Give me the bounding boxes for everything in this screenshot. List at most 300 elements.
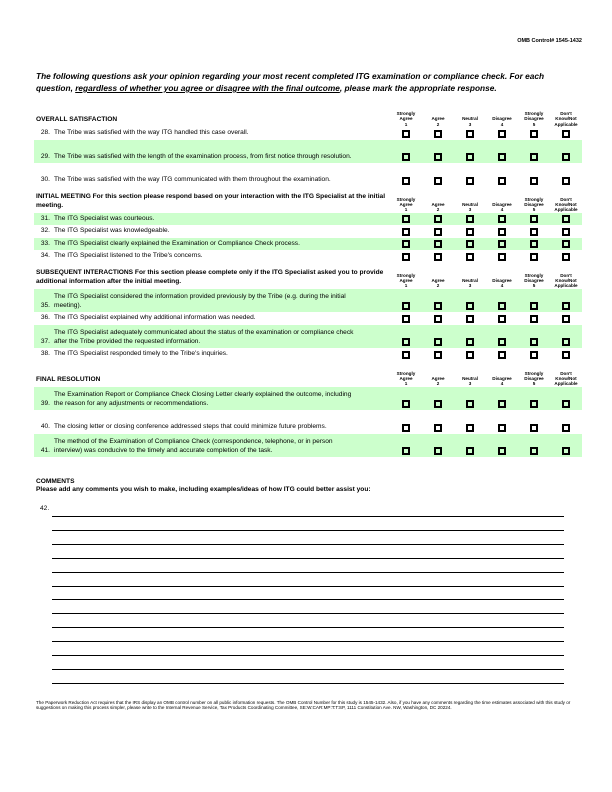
checkbox-square[interactable] xyxy=(466,447,474,455)
checkbox-square[interactable] xyxy=(402,130,410,138)
response-checkbox[interactable] xyxy=(550,130,582,138)
scale-label: Don't xyxy=(560,370,572,376)
comment-line[interactable] xyxy=(52,544,564,545)
scale-label: Don't xyxy=(560,196,572,202)
checkbox-square[interactable] xyxy=(498,302,506,310)
checkbox-square[interactable] xyxy=(402,400,410,408)
scale-header xyxy=(422,371,454,387)
checkbox-square[interactable] xyxy=(530,400,538,408)
question-row xyxy=(34,289,582,313)
checkbox-square[interactable] xyxy=(530,338,538,346)
response-checkbox[interactable] xyxy=(486,447,518,455)
checkbox-square[interactable] xyxy=(562,400,570,408)
scale-label: 1 xyxy=(404,381,408,387)
comment-line[interactable] xyxy=(52,586,564,587)
response-checkbox[interactable] xyxy=(486,338,518,346)
checkbox-square[interactable] xyxy=(562,253,570,261)
scale-label: Disagree xyxy=(524,277,544,283)
response-checkbox[interactable] xyxy=(390,400,422,408)
response-checkbox[interactable] xyxy=(550,215,582,223)
response-checkbox[interactable] xyxy=(550,177,582,185)
checkbox-square[interactable] xyxy=(562,338,570,346)
scale-header xyxy=(518,111,550,127)
response-checkbox[interactable] xyxy=(486,424,518,432)
scale-label: Don't xyxy=(560,111,572,117)
response-checkbox[interactable] xyxy=(422,215,454,223)
response-checkbox[interactable] xyxy=(518,447,550,455)
checkbox-square[interactable] xyxy=(466,424,474,432)
response-options xyxy=(390,177,582,185)
checkbox-square[interactable] xyxy=(466,130,474,138)
response-checkbox[interactable] xyxy=(390,228,422,236)
response-checkbox[interactable] xyxy=(518,338,550,346)
question-text: The Tribe was satisfied with the length of the examination process, from first notice through resolution. xyxy=(54,152,352,160)
scale-label: 5 xyxy=(532,283,536,289)
checkbox-square[interactable] xyxy=(466,240,474,248)
checkbox-square[interactable] xyxy=(466,338,474,346)
scale-header xyxy=(486,371,518,387)
checkbox-square[interactable] xyxy=(466,215,474,223)
response-checkbox[interactable] xyxy=(486,240,518,248)
scale-label: 4 xyxy=(500,381,504,387)
response-checkbox[interactable] xyxy=(454,351,486,359)
checkbox-square[interactable] xyxy=(434,400,442,408)
checkbox-square[interactable] xyxy=(562,302,570,310)
checkbox-square[interactable] xyxy=(466,302,474,310)
checkbox-square[interactable] xyxy=(434,240,442,248)
response-checkbox[interactable] xyxy=(390,338,422,346)
checkbox-square[interactable] xyxy=(498,130,506,138)
response-checkbox[interactable] xyxy=(486,153,518,161)
checkbox-square[interactable] xyxy=(402,424,410,432)
scale-label: Strongly xyxy=(396,272,416,278)
question-number: 33. xyxy=(40,239,50,247)
response-checkbox[interactable] xyxy=(518,424,550,432)
scale-label: Strongly xyxy=(396,196,416,202)
section-header xyxy=(34,189,582,213)
question-number: 31. xyxy=(40,214,50,222)
checkbox-square[interactable] xyxy=(562,130,570,138)
response-options xyxy=(390,228,582,236)
scale-headers xyxy=(390,273,582,289)
response-checkbox[interactable] xyxy=(390,424,422,432)
checkbox-square[interactable] xyxy=(530,228,538,236)
response-options xyxy=(390,240,582,248)
checkbox-square[interactable] xyxy=(562,153,570,161)
scale-label: Know/Not xyxy=(555,116,577,122)
response-checkbox[interactable] xyxy=(422,240,454,248)
scale-label: 1 xyxy=(404,283,408,289)
scale-label: 5 xyxy=(532,121,536,127)
response-checkbox[interactable] xyxy=(486,315,518,323)
response-checkbox[interactable] xyxy=(422,400,454,408)
comment-line[interactable] xyxy=(52,516,564,517)
response-checkbox[interactable] xyxy=(550,240,582,248)
checkbox-square[interactable] xyxy=(530,253,538,261)
section-header xyxy=(34,103,582,127)
response-checkbox[interactable] xyxy=(422,228,454,236)
scale-label: Neutral xyxy=(462,277,478,283)
scale-header xyxy=(454,197,486,213)
checkbox-square[interactable] xyxy=(434,177,442,185)
scale-label: Strongly xyxy=(524,272,544,278)
checkbox-square[interactable] xyxy=(466,177,474,185)
scale-label: Applicable xyxy=(554,121,578,127)
response-checkbox[interactable] xyxy=(518,253,550,261)
checkbox-square[interactable] xyxy=(498,240,506,248)
scale-label: 2 xyxy=(436,381,440,387)
scale-label: Don't xyxy=(560,272,572,278)
response-options xyxy=(390,130,582,138)
scale-label: Neutral xyxy=(462,116,478,122)
response-checkbox[interactable] xyxy=(390,447,422,455)
checkbox-square[interactable] xyxy=(466,351,474,359)
checkbox-square[interactable] xyxy=(498,177,506,185)
response-checkbox[interactable] xyxy=(422,424,454,432)
scale-header xyxy=(518,197,550,213)
checkbox-square[interactable] xyxy=(530,351,538,359)
question-number: 40. xyxy=(40,423,50,430)
response-checkbox[interactable] xyxy=(390,351,422,359)
response-options xyxy=(390,447,582,455)
response-checkbox[interactable] xyxy=(550,351,582,359)
checkbox-square[interactable] xyxy=(434,447,442,455)
response-checkbox[interactable] xyxy=(486,302,518,310)
checkbox-square[interactable] xyxy=(530,177,538,185)
scale-header xyxy=(518,371,550,387)
checkbox-square[interactable] xyxy=(402,253,410,261)
response-checkbox[interactable] xyxy=(454,240,486,248)
response-checkbox[interactable] xyxy=(422,153,454,161)
scale-label: 2 xyxy=(436,207,440,213)
response-checkbox[interactable] xyxy=(550,228,582,236)
checkbox-square[interactable] xyxy=(498,315,506,323)
checkbox-square[interactable] xyxy=(434,315,442,323)
checkbox-square[interactable] xyxy=(402,447,410,455)
response-checkbox[interactable] xyxy=(486,177,518,185)
scale-label: 4 xyxy=(500,207,504,213)
question-row xyxy=(34,250,582,263)
question-number: 34. xyxy=(40,252,50,259)
checkbox-square[interactable] xyxy=(402,215,410,223)
question-number: 28. xyxy=(40,129,50,136)
checkbox-square[interactable] xyxy=(498,424,506,432)
response-checkbox[interactable] xyxy=(454,302,486,310)
response-checkbox[interactable] xyxy=(518,177,550,185)
comment-line[interactable] xyxy=(52,530,564,531)
scale-header xyxy=(390,197,422,213)
scale-label: Applicable xyxy=(554,381,578,387)
response-checkbox[interactable] xyxy=(550,424,582,432)
question-number: 37. xyxy=(40,337,50,345)
response-options xyxy=(390,215,582,223)
scale-label: Disagree xyxy=(492,116,512,122)
checkbox-square[interactable] xyxy=(434,228,442,236)
response-checkbox[interactable] xyxy=(518,228,550,236)
question-text: The closing letter or closing conference addressed steps that could minimize future problems. xyxy=(54,423,327,430)
scale-header xyxy=(486,197,518,213)
checkbox-square[interactable] xyxy=(530,315,538,323)
response-options xyxy=(390,424,582,432)
response-checkbox[interactable] xyxy=(422,338,454,346)
scale-label: Know/Not xyxy=(555,375,577,381)
checkbox-square[interactable] xyxy=(466,153,474,161)
response-checkbox[interactable] xyxy=(454,253,486,261)
response-checkbox[interactable] xyxy=(518,130,550,138)
scale-header xyxy=(486,111,518,127)
scale-header xyxy=(550,273,582,289)
question-text: The ITG Specialist clearly explained the Examination or Compliance Check process. xyxy=(54,239,300,247)
checkbox-square[interactable] xyxy=(562,447,570,455)
response-options xyxy=(390,351,582,359)
response-checkbox[interactable] xyxy=(518,215,550,223)
response-checkbox[interactable] xyxy=(518,302,550,310)
scale-header xyxy=(454,111,486,127)
checkbox-square[interactable] xyxy=(466,228,474,236)
checkbox-square[interactable] xyxy=(498,447,506,455)
response-checkbox[interactable] xyxy=(390,240,422,248)
response-checkbox[interactable] xyxy=(518,240,550,248)
response-checkbox[interactable] xyxy=(550,447,582,455)
checkbox-square[interactable] xyxy=(402,315,410,323)
response-checkbox[interactable] xyxy=(390,177,422,185)
scale-label: 4 xyxy=(500,121,504,127)
intro-text: The following questions ask your opinion regarding your most recent completed ITG examination or compliance check. For each question, xyxy=(36,71,545,93)
checkbox-square[interactable] xyxy=(434,302,442,310)
scale-header xyxy=(390,371,422,387)
scale-header xyxy=(422,111,454,127)
scale-label: Agree xyxy=(431,375,445,381)
response-checkbox[interactable] xyxy=(390,215,422,223)
response-checkbox[interactable] xyxy=(454,400,486,408)
checkbox-square[interactable] xyxy=(402,351,410,359)
checkbox-square[interactable] xyxy=(530,240,538,248)
comment-line[interactable] xyxy=(52,641,564,642)
comment-line[interactable] xyxy=(52,572,564,573)
scale-label: Disagree xyxy=(492,277,512,283)
response-checkbox[interactable] xyxy=(390,302,422,310)
question-text: The ITG Specialist explained why additional information was needed. xyxy=(54,314,256,321)
checkbox-square[interactable] xyxy=(434,351,442,359)
comment-line[interactable] xyxy=(52,669,564,670)
checkbox-square[interactable] xyxy=(562,424,570,432)
response-options xyxy=(390,153,582,161)
instructions xyxy=(36,70,581,94)
scale-label: Agree xyxy=(399,116,413,122)
scale-header xyxy=(486,273,518,289)
checkbox-square[interactable] xyxy=(434,153,442,161)
response-checkbox[interactable] xyxy=(454,315,486,323)
question-row xyxy=(34,387,582,411)
response-checkbox[interactable] xyxy=(422,130,454,138)
checkbox-square[interactable] xyxy=(466,253,474,261)
scale-label: 1 xyxy=(404,207,408,213)
checkbox-square[interactable] xyxy=(498,351,506,359)
comment-line[interactable] xyxy=(52,558,564,559)
response-checkbox[interactable] xyxy=(390,130,422,138)
response-checkbox[interactable] xyxy=(550,302,582,310)
comment-line[interactable] xyxy=(52,599,564,600)
response-checkbox[interactable] xyxy=(390,315,422,323)
response-checkbox[interactable] xyxy=(486,215,518,223)
question-number: 38. xyxy=(40,350,50,357)
section-title: INITIAL MEETING For this section please respond based on your interaction with the ITG Specialist at the initial meeting. xyxy=(36,192,386,209)
scale-header xyxy=(550,371,582,387)
question-row xyxy=(34,213,582,226)
scale-label: Disagree xyxy=(492,201,512,207)
question-text: The method of the Examination of Compliance Check (correspondence, telephone, or in person interview) was conducive to the timely and accurate completion of the task. xyxy=(54,438,333,454)
checkbox-square[interactable] xyxy=(402,302,410,310)
response-checkbox[interactable] xyxy=(486,400,518,408)
response-checkbox[interactable] xyxy=(390,153,422,161)
response-checkbox[interactable] xyxy=(422,253,454,261)
response-checkbox[interactable] xyxy=(454,130,486,138)
response-options xyxy=(390,315,582,323)
question-row xyxy=(34,163,582,187)
comment-line[interactable] xyxy=(52,683,564,684)
checkbox-square[interactable] xyxy=(434,424,442,432)
scale-header xyxy=(454,371,486,387)
checkbox-square[interactable] xyxy=(562,351,570,359)
question-text: The ITG Specialist considered the information provided previously by the Tribe (e.g. during the initial meeting). xyxy=(54,293,346,309)
scale-label: 3 xyxy=(468,283,472,289)
response-checkbox[interactable] xyxy=(454,424,486,432)
checkbox-square[interactable] xyxy=(498,400,506,408)
response-checkbox[interactable] xyxy=(454,153,486,161)
scale-label: Agree xyxy=(431,116,445,122)
checkbox-square[interactable] xyxy=(498,215,506,223)
scale-label: Know/Not xyxy=(555,277,577,283)
section-header xyxy=(34,265,582,289)
checkbox-square[interactable] xyxy=(402,153,410,161)
checkbox-square[interactable] xyxy=(498,253,506,261)
question-text: The Tribe was satisfied with the way ITG communicated with them throughout the examination. xyxy=(54,176,331,183)
checkbox-square[interactable] xyxy=(530,153,538,161)
scale-label: Agree xyxy=(399,375,413,381)
response-checkbox[interactable] xyxy=(454,228,486,236)
question-text: The Tribe was satisfied with the way ITG handled this case overall. xyxy=(54,129,249,136)
checkbox-square[interactable] xyxy=(530,447,538,455)
scale-label: 3 xyxy=(468,207,472,213)
scale-label: Disagree xyxy=(524,201,544,207)
response-checkbox[interactable] xyxy=(550,338,582,346)
scale-label: Strongly xyxy=(524,111,544,117)
response-checkbox[interactable] xyxy=(422,315,454,323)
response-checkbox[interactable] xyxy=(486,228,518,236)
question-row xyxy=(34,348,582,361)
scale-label: Know/Not xyxy=(555,201,577,207)
comments-title: COMMENTS xyxy=(36,478,75,485)
question-row xyxy=(34,312,582,325)
response-checkbox[interactable] xyxy=(422,351,454,359)
scale-label: Disagree xyxy=(524,375,544,381)
checkbox-square[interactable] xyxy=(434,130,442,138)
response-checkbox[interactable] xyxy=(422,302,454,310)
response-checkbox[interactable] xyxy=(550,315,582,323)
checkbox-square[interactable] xyxy=(530,130,538,138)
comment-line[interactable] xyxy=(52,613,564,614)
comments-prompt: Please add any comments you wish to make, including examples/ideas of how ITG could better assist you: xyxy=(36,486,371,493)
response-checkbox[interactable] xyxy=(454,177,486,185)
checkbox-square[interactable] xyxy=(498,228,506,236)
checkbox-square[interactable] xyxy=(402,240,410,248)
question-number: 30. xyxy=(40,176,50,183)
section-title: FINAL RESOLUTION xyxy=(36,375,101,383)
response-checkbox[interactable] xyxy=(518,153,550,161)
scale-label: Neutral xyxy=(462,201,478,207)
scale-header xyxy=(454,273,486,289)
response-checkbox[interactable] xyxy=(454,447,486,455)
checkbox-square[interactable] xyxy=(466,400,474,408)
checkbox-square[interactable] xyxy=(498,338,506,346)
scale-headers xyxy=(390,197,582,213)
section-title: OVERALL SATISFACTION xyxy=(36,116,118,123)
response-checkbox[interactable] xyxy=(550,400,582,408)
scale-label: Applicable xyxy=(554,207,578,213)
scale-label: 1 xyxy=(404,121,408,127)
checkbox-square[interactable] xyxy=(466,315,474,323)
checkbox-square[interactable] xyxy=(530,302,538,310)
section-header xyxy=(34,363,582,387)
response-checkbox[interactable] xyxy=(454,338,486,346)
checkbox-square[interactable] xyxy=(434,215,442,223)
intro-underlined: regardless of whether you agree or disagree with the final outcome xyxy=(75,83,340,93)
checkbox-square[interactable] xyxy=(530,424,538,432)
response-checkbox[interactable] xyxy=(518,400,550,408)
response-checkbox[interactable] xyxy=(550,153,582,161)
omb-control-number: OMB Control# 1545-1432 xyxy=(517,38,582,44)
checkbox-square[interactable] xyxy=(402,228,410,236)
scale-headers xyxy=(390,111,582,127)
scale-label: Applicable xyxy=(554,283,578,289)
question-row xyxy=(34,127,582,140)
response-checkbox[interactable] xyxy=(422,447,454,455)
question-text: The Examination Report or Compliance Check Closing Letter clearly explained the outcome, including the reason for any adjustments or recommendations. xyxy=(54,391,352,407)
checkbox-square[interactable] xyxy=(434,338,442,346)
response-checkbox[interactable] xyxy=(518,351,550,359)
response-checkbox[interactable] xyxy=(518,315,550,323)
scale-label: 5 xyxy=(532,207,536,213)
section-title: SUBSEQUENT INTERACTIONS For this section please complete only if the ITG Specialist asked you to provide additional information after the initial meeting. xyxy=(36,268,384,285)
checkbox-square[interactable] xyxy=(562,215,570,223)
checkbox-square[interactable] xyxy=(530,215,538,223)
response-checkbox[interactable] xyxy=(486,253,518,261)
response-checkbox[interactable] xyxy=(454,215,486,223)
response-checkbox[interactable] xyxy=(486,351,518,359)
checkbox-square[interactable] xyxy=(402,177,410,185)
response-checkbox[interactable] xyxy=(550,253,582,261)
checkbox-square[interactable] xyxy=(434,253,442,261)
checkbox-square[interactable] xyxy=(562,240,570,248)
response-checkbox[interactable] xyxy=(390,253,422,261)
response-options xyxy=(390,253,582,261)
comment-line[interactable] xyxy=(52,655,564,656)
scale-label: 3 xyxy=(468,121,472,127)
checkbox-square[interactable] xyxy=(402,338,410,346)
scale-label: Agree xyxy=(431,277,445,283)
response-checkbox[interactable] xyxy=(486,130,518,138)
comment-line[interactable] xyxy=(52,627,564,628)
scale-header xyxy=(390,273,422,289)
response-checkbox[interactable] xyxy=(422,177,454,185)
scale-label: Strongly xyxy=(396,370,416,376)
checkbox-square[interactable] xyxy=(562,228,570,236)
checkbox-square[interactable] xyxy=(562,177,570,185)
checkbox-square[interactable] xyxy=(498,153,506,161)
checkbox-square[interactable] xyxy=(562,315,570,323)
question-text: The ITG Specialist listened to the Tribe's concerns. xyxy=(54,252,203,259)
scale-header xyxy=(550,197,582,213)
